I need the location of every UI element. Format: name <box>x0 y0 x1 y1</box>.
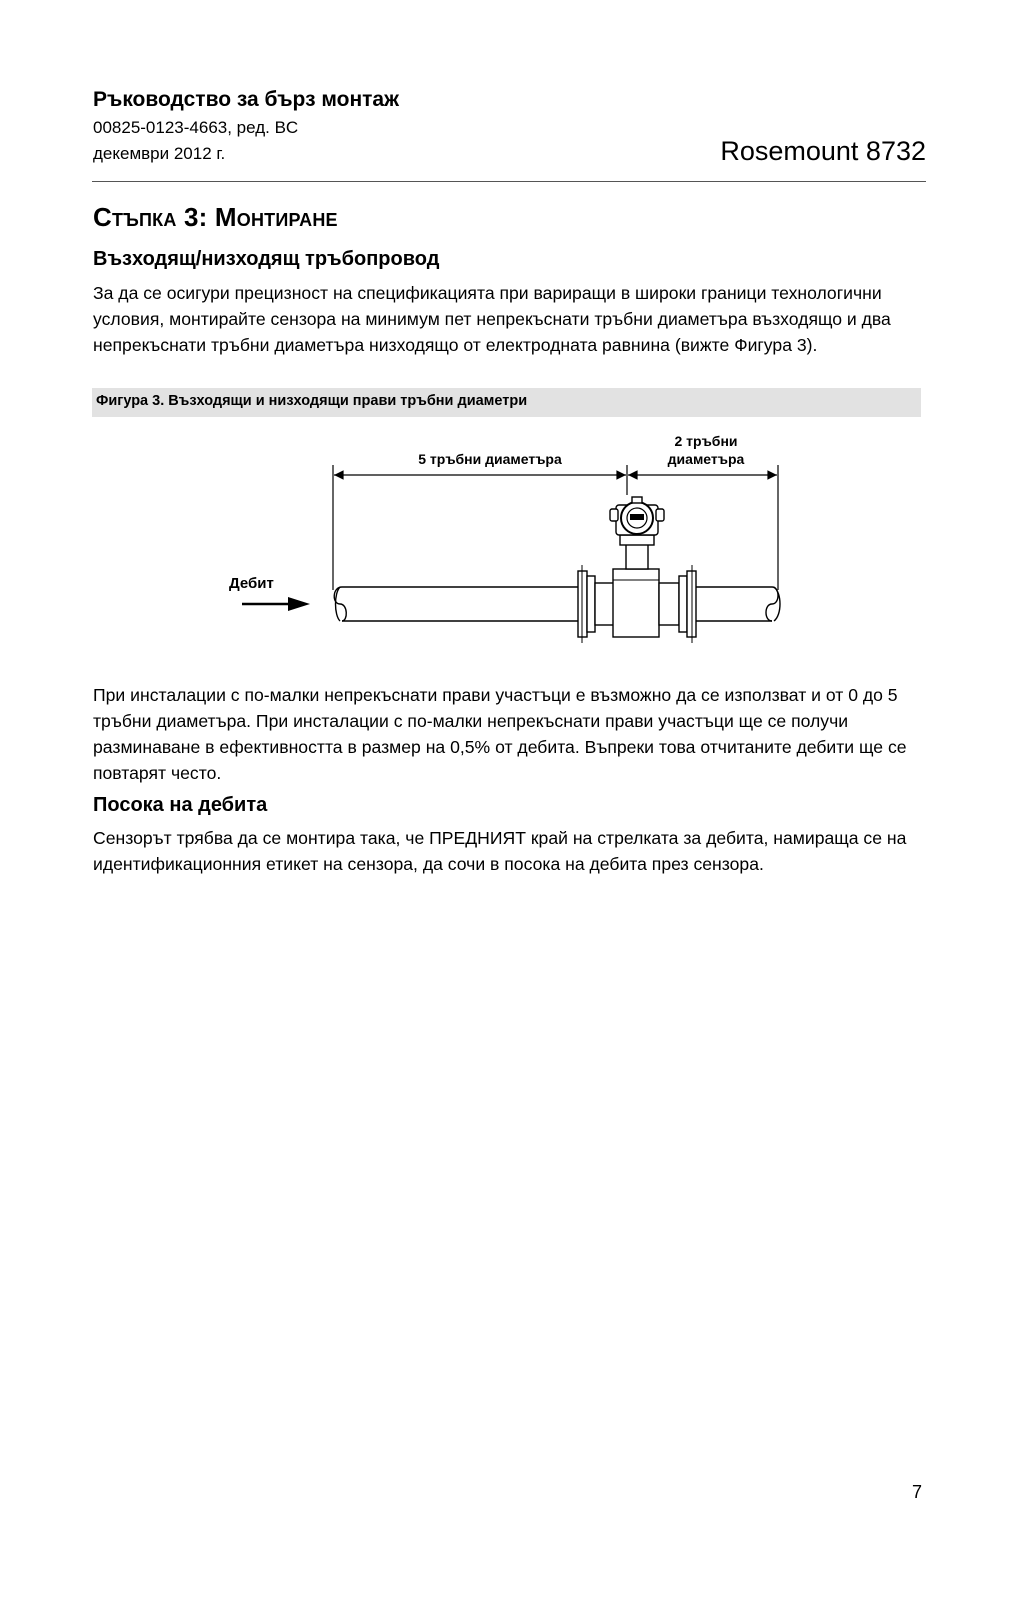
pipe-diameter-diagram <box>200 425 820 650</box>
right-flange <box>659 565 696 643</box>
upstream-dimension-label: 5 тръбни диаметъра <box>418 451 562 467</box>
downstream-dimension-label-line2: диаметъра <box>667 451 745 467</box>
guide-title: Ръководство за бърз монтаж <box>93 88 399 111</box>
section-paragraph-upstream-downstream: За да се осигури прецизност на спецификацията при вариращи в широки граници технологични условия, монтирайте сензора на минимум пет непрекъснати тръбни диаметъра възходящо и два непрекъснати тръбни диаметъра низходящо от електродната равнина (вижте Фигура 3). <box>93 283 891 355</box>
section-paragraph-flow-direction: Сензорът трябва да се монтира така, че ПРЕДНИЯТ край на стрелката за дебита, намираща се на идентификационния етикет на сензора, да сочи в посока на дебита през сензора. <box>93 828 907 874</box>
flow-arrow-icon <box>242 597 310 611</box>
sensor-body <box>613 569 659 637</box>
downstream-dimension-label-line1: 2 тръбни <box>674 433 738 449</box>
document-date: декември 2012 г. <box>93 144 226 163</box>
flow-label: Дебит <box>229 575 274 592</box>
document-number: 00825-0123-4663, ред. BC <box>93 118 299 137</box>
left-flange <box>578 565 615 643</box>
step-heading: Стъпка 3: Монтиране <box>93 202 338 232</box>
downstream-pipe <box>694 587 780 621</box>
page-number: 7 <box>911 1482 922 1502</box>
upstream-pipe <box>334 587 580 621</box>
reduced-straight-run-paragraph: При инсталации с по-малки непрекъснати прави участъци е възможно да се използват и от 0 до 5 тръбни диаметъра. При инсталации с по-малки непрекъснати прави участъци ще се получи разминаване в ефективността в размер на 0,5% от дебита. Въпреки това отчитаните дебити ще се повтарят често. <box>93 685 907 783</box>
header-divider <box>92 181 926 182</box>
dimension-extension-lines <box>333 465 778 590</box>
product-name: Rosemount 8732 <box>720 136 926 166</box>
figure-caption: Фигура 3. Възходящи и низходящи прави тръбни диаметри <box>96 393 528 409</box>
transmitter-neck <box>620 535 654 569</box>
transmitter-head-icon <box>610 497 664 535</box>
section-heading-upstream-downstream: Възходящ/низходящ тръбопровод <box>93 248 440 270</box>
section-heading-flow-direction: Посока на дебита <box>93 794 268 816</box>
